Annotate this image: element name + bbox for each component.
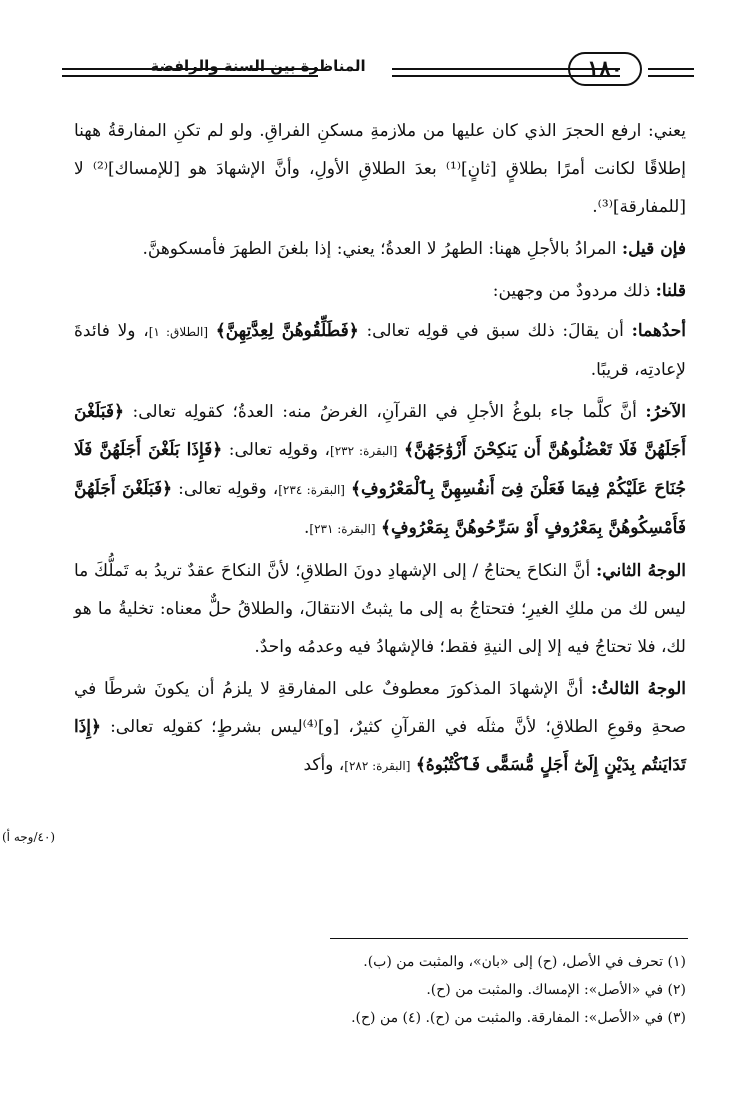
paragraph-5-text: أنَّ كلَّما جاء بلوغُ الأجلِ في القرآنِ، الغرضُ منه: العدةُ؛ كقولِه تعالى: (132, 402, 646, 422)
book-title: المناظرة بين السنة والرافضة (150, 57, 366, 75)
paragraph-3-text: ذلك مردودٌ من وجهين: (492, 281, 656, 301)
paragraph-4 (74, 312, 686, 389)
main-text (74, 112, 686, 785)
verse-reference-2: [البقرة: ٢٣٢] (330, 444, 398, 458)
footnote-2: (٢) في «الأصل»: الإمساك. والمثبت من (ح). (426, 982, 686, 998)
paragraph-7-end: ، وأكد (303, 755, 345, 775)
paragraph-4-lead: أحدُهما: (631, 321, 687, 341)
paragraph-5: الآخرُ: أنَّ كلَّما جاء بلوغُ الأجلِ في القرآنِ، الغرضُ منه: العدةُ؛ كقولِه تعالى: ﴿فَبَلَغْنَ أَجَلَهُنَّ فَلَا تَعْضُلُوهُنَّ أَن يَنكِحْنَ أَزْوَٰجَهُنَّ﴾ [البقرة: ٢٣٢]، وقولِه تعالى: ﴿فَإِذَا بَلَغْنَ أَجَلَهُنَّ فَلَا جُنَاحَ عَلَيْكُمْ فِيمَا فَعَلْنَ فِىٓ أَنفُسِهِنَّ بِٱلْمَعْرُوفِ﴾ [البقرة: ٢٣٤]، وقولِه تعالى: ﴿فَبَلَغْنَ أَجَلَهُنَّ فَأَمْسِكُوهُنَّ بِمَعْرُوفٍ أَوْ سَرِّحُوهُنَّ بِمَعْرُوفٍ﴾ [البقرة: ٢٣١]. (74, 402, 687, 538)
paragraph-5-mid: ، وقولِه تعالى: (228, 440, 331, 460)
paragraph-2-text: المرادُ بالأجلِ ههنا: الطهرُ لا العدةُ؛ يعني: إذا بلغنَ الطهرَ فأمسكوهنَّ. (142, 239, 622, 259)
paragraph-5-lead: الآخرُ: (645, 402, 686, 422)
paragraph-7-text: أنَّ الإشهادَ المذكورَ معطوفٌ على المفارقةِ لا يلزمُ أن يكونَ شرطًا في صحةِ وقوعِ الطلاقِ؛ لأنَّ مثلَه في القرآنِ كثيرٌ، [و]⁽⁴⁾ليس بشرطٍ؛ كقولِه تعالى: (74, 679, 687, 737)
paragraph-3 (74, 272, 686, 310)
quran-verse-4: ﴿فَبَلَغْنَ أَجَلَهُنَّ فَأَمْسِكُوهُنَّ بِمَعْرُوفٍ أَوْ سَرِّحُوهُنَّ بِمَعْرُوفٍ﴾ (74, 479, 686, 538)
verse-reference-1: [الطلاق: ١] (148, 325, 209, 339)
paragraph-2 (74, 230, 686, 268)
page-number: ١٨٠ (568, 52, 642, 86)
verse-reference-5: [البقرة: ٢٨٢] (344, 759, 411, 773)
paragraph-1-text: يعني: ارفع الحجرَ الذي كان عليها من ملازمةِ مسكنِ الفراقِ. ولو لم تكنِ المفارقةُ ههنا إطلاقًا لكانت أمرًا بطلاقٍ [ثانٍ]⁽¹⁾ بعدَ الطلاقِ الأولِ، وأنَّ الإشهادَ هو [للإمساك]⁽²⁾ لا [للمفارقة]⁽³⁾. (74, 121, 686, 217)
quran-verse-2: ﴿فَبَلَغْنَ أَجَلَهُنَّ فَلَا تَعْضُلُوهُنَّ أَن يَنكِحْنَ أَزْوَٰجَهُنَّ﴾ (74, 402, 687, 460)
quran-verse-5: ﴿إِذَا تَدَايَنتُم بِدَيْنٍ إِلَىٰٓ أَجَلٍ مُّسَمًّى فَٱكْتُبُوهُ﴾ (74, 717, 686, 775)
verse-reference-3: [البقرة: ٢٣٤] (278, 483, 345, 497)
paragraph-5-mid2: ، وقولِه تعالى: (178, 479, 279, 499)
footnote-divider (330, 938, 688, 939)
paragraph-2-lead: فإن قيل: (621, 239, 686, 259)
paragraph-6 (74, 552, 686, 666)
footnote-3: (٣) في «الأصل»: المفارقة. والمثبت من (ح). (٤) من (ح). (351, 1010, 686, 1026)
paragraph-4-end: ، ولا فائدةَ لإعادتِه، قريبًا. (74, 321, 686, 380)
paragraph-1 (74, 112, 686, 226)
paragraph-7-lead: الوجهُ الثالثُ: (591, 679, 686, 699)
footnote-1: (١) تحرف في الأصل، (ح) إلى «بان»، والمثبت من (ب). (363, 954, 686, 970)
verse-reference-4: [البقرة: ٢٣١] (309, 522, 376, 536)
paragraph-3-lead: قلنا: (655, 281, 686, 301)
paragraph-4-text: أن يقالَ: ذلك سبق في قولِه تعالى: (366, 321, 632, 341)
manuscript-margin-note: (٤٠/وجه أ) (2, 830, 56, 844)
paragraph-6-text: أنَّ النكاحَ يحتاجُ / إلى الإشهادِ دونَ الطلاقِ؛ لأنَّ النكاحَ عقدٌ تريدُ به تَملُّكَ ما ليس لك من ملكِ الغيرِ؛ فتحتاجُ به إلى ما يثبتُ الانتقالَ، والطلاقُ حلٌّ معناه: تخليةُ ما هو لك، فلا تحتاجُ فيه إلا إلى النيةِ فقط؛ فالإشهادُ فيه وعدمُه واحدٌ. (74, 561, 686, 657)
quran-verse-3: ﴿فَإِذَا بَلَغْنَ أَجَلَهُنَّ فَلَا جُنَاحَ عَلَيْكُمْ فِيمَا فَعَلْنَ فِىٓ أَنفُسِهِنَّ بِٱلْمَعْرُوفِ﴾ (74, 440, 686, 499)
header-rule-right (648, 68, 694, 77)
paragraph-6-lead: الوجهُ الثاني: (596, 561, 686, 581)
paragraph-7 (74, 670, 686, 785)
quran-verse-1: ﴿فَطَلِّقُوهُنَّ لِعِدَّتِهِنَّ﴾ (215, 321, 359, 341)
footnotes (74, 948, 686, 1032)
page-header (62, 52, 694, 96)
